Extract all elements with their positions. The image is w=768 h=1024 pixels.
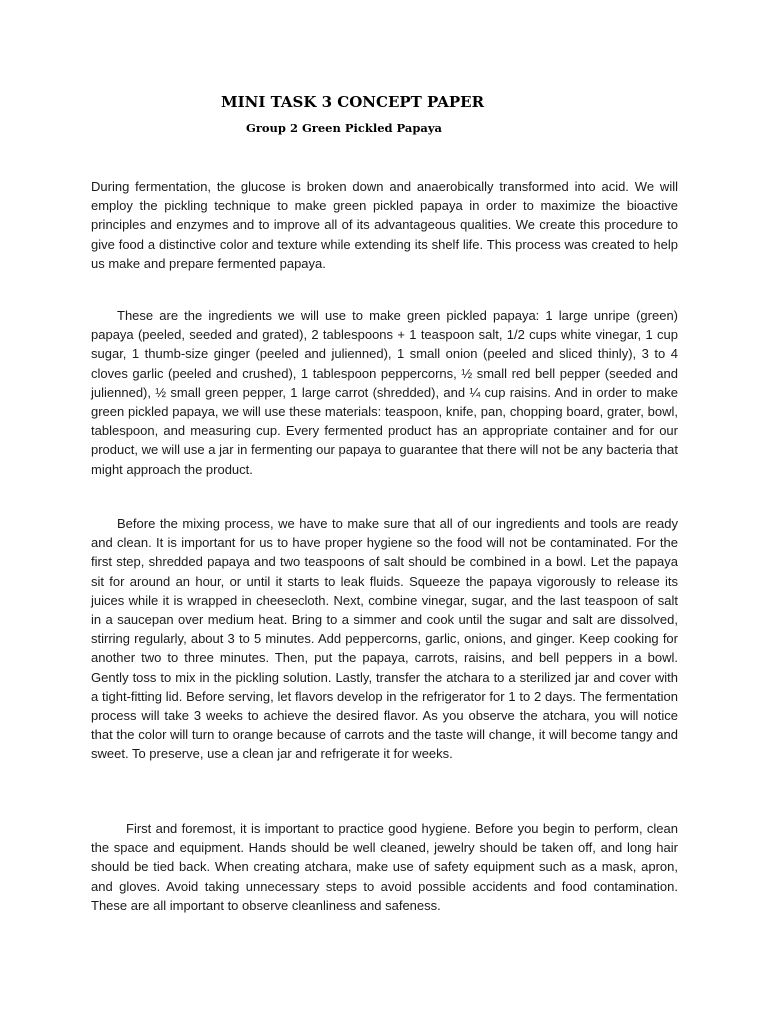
paragraph-ingredients: These are the ingredients we will use to make green pickled papaya: 1 large unripe (green) papaya (peeled, seeded and grated), 2 tablespoons + 1 teaspoon salt, 1/2 cups white vinegar, 1 cup sugar, 1 thumb-size ginger (peeled and julienned), 1 small onion (peeled and sliced thinly), 3 to 4 cloves garlic (peeled and crushed), 1 tablespoon peppercorns, ½ small red bell pepper (seeded and julienned), ½ small green pepper, 1 large carrot (shredded), and ¼ cup raisins. And in order to make green pickled papaya, we will use these materials: teaspoon, knife, pan, chopping board, grater, bowl, tablespoon, and measuring cup. Every fermented product has an appropriate container and for our product, we will use a jar in fermenting our papaya to guarantee that there will not be any bacteria that might approach the product. bbox=[91, 308, 678, 477]
document-subtitle: Group 2 Green Pickled Papaya bbox=[246, 121, 442, 135]
paragraph-safety: First and foremost, it is important to practice good hygiene. Before you begin to perform, clean the space and equipment. Hands should be well cleaned, jewelry should be taken off, and long hair should be tied back. When creating atchara, make use of safety equipment such as a mask, apron, and gloves. Avoid taking unnecessary steps to avoid possible accidents and food contamination. These are all important to observe cleanliness and safeness. bbox=[91, 821, 678, 913]
paragraph-procedure: Before the mixing process, we have to make sure that all of our ingredients and tools are ready and clean. It is important for us to have proper hygiene so the food will not be contaminated. For the first step, shredded papaya and two teaspoons of salt should be combined in a bowl. Let the papaya sit for around an hour, or until it starts to leak fluids. Squeeze the papaya vigorously to release its juices while it is wrapped in cheesecloth. Next, combine vinegar, sugar, and the last teaspoon of salt in a saucepan over medium heat. Bring to a simmer and cook until the sugar and salt are dissolved, stirring regularly, about 3 to 5 minutes. Add peppercorns, garlic, onions, and ginger. Keep cooking for another two to three minutes. Then, put the papaya, carrots, raisins, and bell peppers in a bowl. Gently toss to mix in the pickling solution. Lastly, transfer the atchara to a sterilized jar and cover with a tight-fitting lid. Before serving, let flavors develop in the refrigerator for 1 to 2 days. The fermentation process will take 3 weeks to achieve the desired flavor. As you observe the atchara, you will notice that the color will turn to orange because of carrots and the taste will change, it will become tangy and sweet. To preserve, use a clean jar and refrigerate it for weeks. bbox=[91, 516, 678, 762]
document-title: MINI TASK 3 CONCEPT PAPER bbox=[221, 93, 485, 111]
paragraph-introduction: During fermentation, the glucose is broken down and anaerobically transformed into acid. We will employ the pickling technique to make green pickled papaya in order to maximize the bioactive principles and enzymes and to improve all of its advantageous qualities. We create this procedure to give food a distinctive color and texture while extending its shelf life. This process was created to help us make and prepare fermented papaya. bbox=[91, 179, 678, 271]
